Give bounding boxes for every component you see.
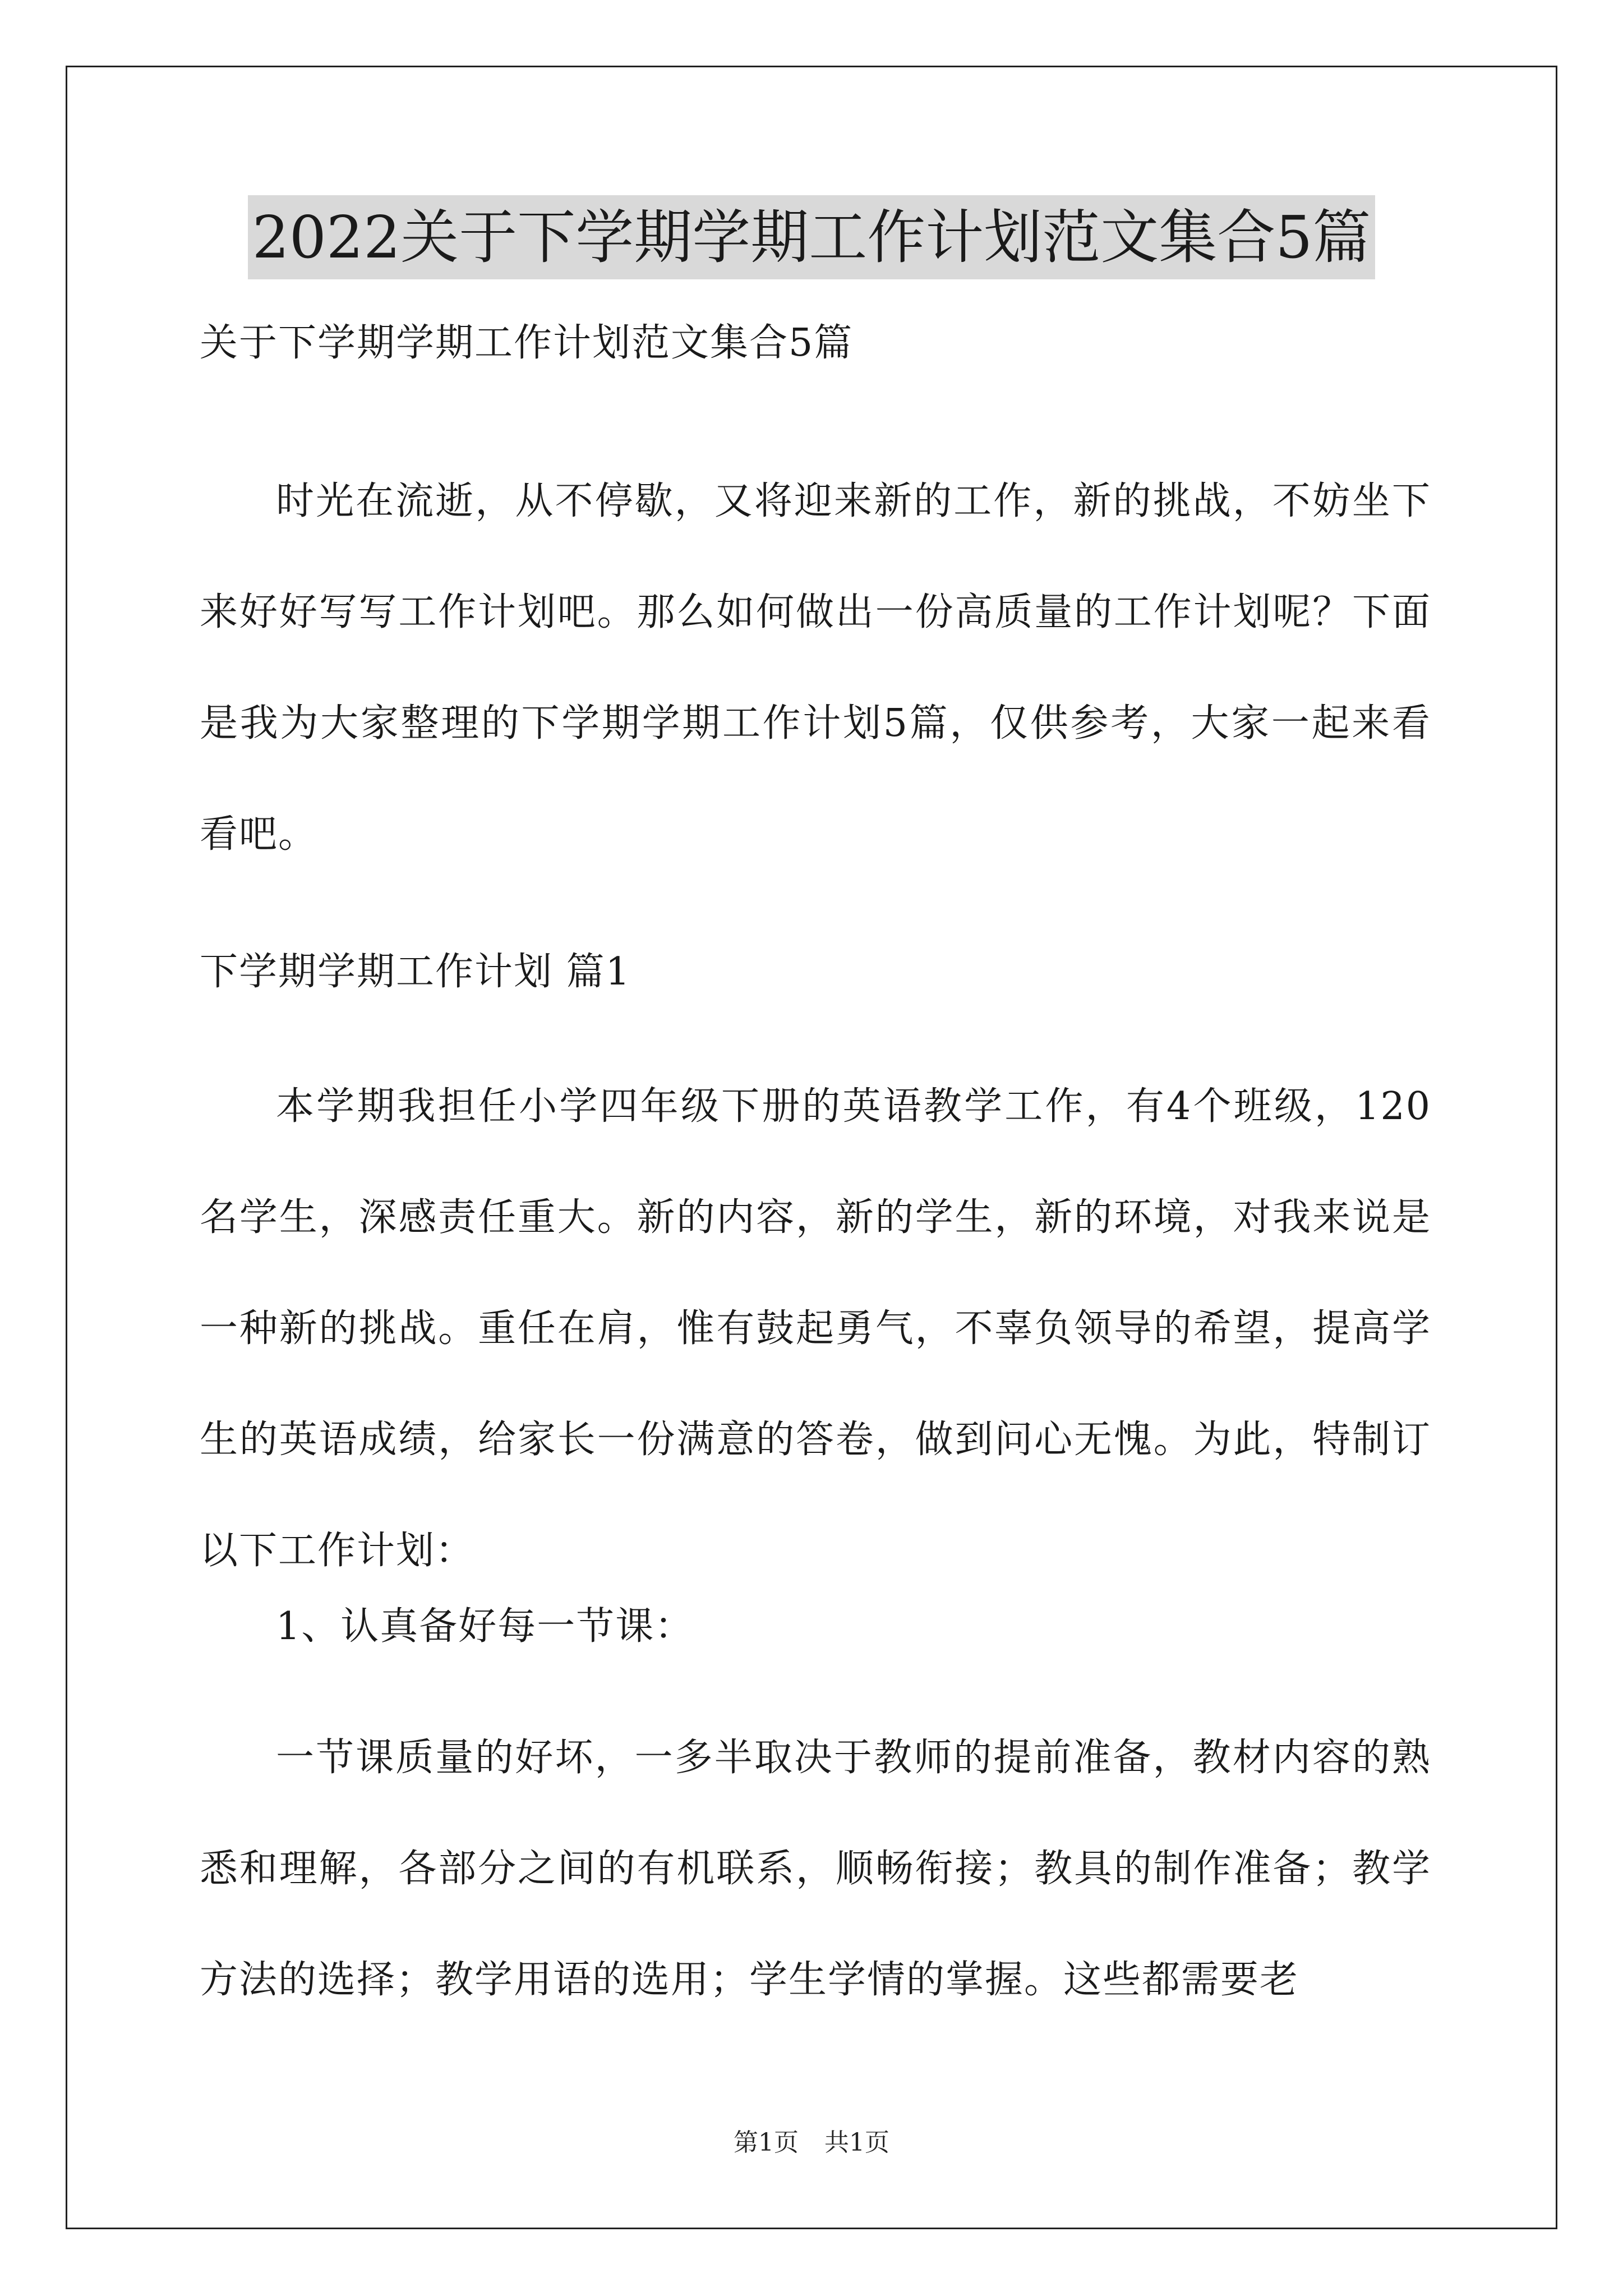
document-title: 2022关于下学期学期工作计划范文集合5篇 — [248, 195, 1376, 279]
section-heading: 下学期学期工作计划 篇1 — [200, 950, 631, 994]
intro-paragraph: 时光在流逝，从不停歇，又将迎来新的工作，新的挑战，不妨坐下来好好写写工作计划吧。那么如何做出一份高质量的工作计划呢？下面是我为大家整理的下学期学期工作计划5篇，仅供参考，大家一起来看看吧。 — [200, 479, 1431, 857]
body-paragraph: 本学期我担任小学四年级下册的英语教学工作，有4个班级，120名学生，深感责任重大。新的内容，新的学生，新的环境，对我来说是一种新的挑战。重任在肩，惟有鼓起勇气，不辜负领导的希望，提高学生的英语成绩，给家长一份满意的答卷，做到问心无愧。为此，特制订以下工作计划： — [200, 1084, 1431, 1573]
page-footer — [0, 2126, 1623, 2160]
document-subtitle: 关于下学期学期工作计划范文集合5篇 — [200, 321, 854, 365]
list-item-heading: 1、认真备好每一节课： — [276, 1604, 694, 1649]
page-number: 第1页 — [734, 2128, 799, 2157]
body-paragraph: 一节课质量的好坏，一多半取决于教师的提前准备，教材内容的熟悉和理解，各部分之间的有机联系，顺畅衔接；教具的制作准备；教学方法的选择；教学用语的选用；学生学情的掌握。这些都需要老 — [200, 1736, 1431, 2002]
title-container — [0, 195, 1623, 279]
total-pages: 共1页 — [824, 2128, 889, 2157]
